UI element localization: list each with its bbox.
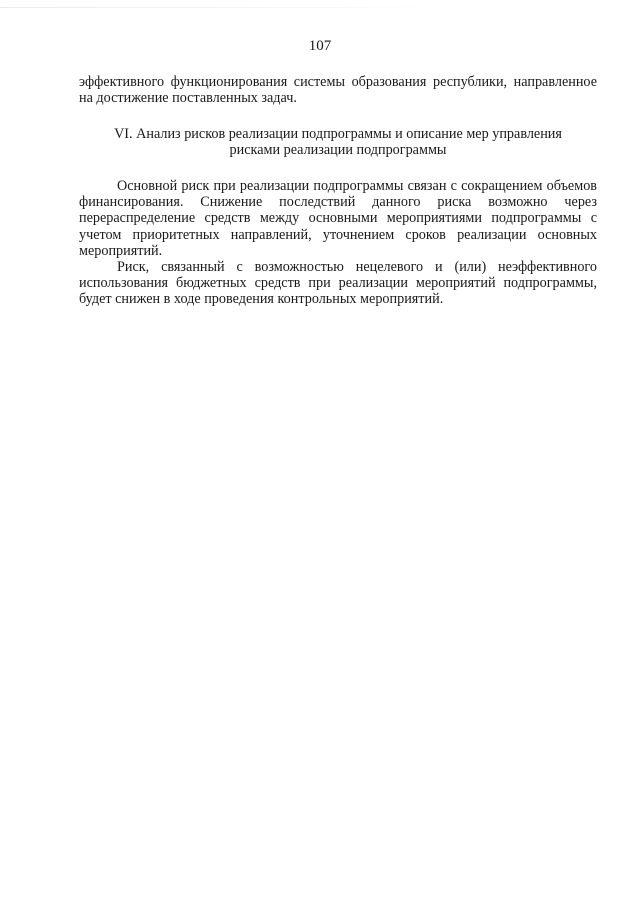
scan-edge-line: [0, 7, 440, 8]
section-body: [79, 178, 597, 308]
section-heading: [79, 126, 597, 158]
section-heading-line-2: рисками реализации подпрограммы: [229, 142, 447, 159]
section-heading-line-1: VI. Анализ рисков реализации подпрограммы и описание мер управления: [114, 126, 562, 142]
page-number: 107: [308, 38, 332, 54]
paragraph-main-risk: Основной риск при реализации подпрограммы связан с сокращением объемов финансирования. Снижение последствий данного риска возможно через перераспределение средств между основными мероприятиями подпрограммы с учетом приоритетных направлений, уточнением сроков реализации основных мероприятий.: [79, 178, 597, 259]
continued-paragraph-block: [79, 74, 597, 106]
paragraph-misuse-risk: Риск, связанный с возможностью нецелевого и (или) неэффективного использования бюджетных средств при реализации мероприятий подпрограммы, будет снижен в ходе проведения контрольных мероприятий.: [79, 259, 597, 308]
continued-paragraph: эффективного функционирования системы образования республики, направленное на достижение поставленных задач.: [79, 74, 597, 107]
